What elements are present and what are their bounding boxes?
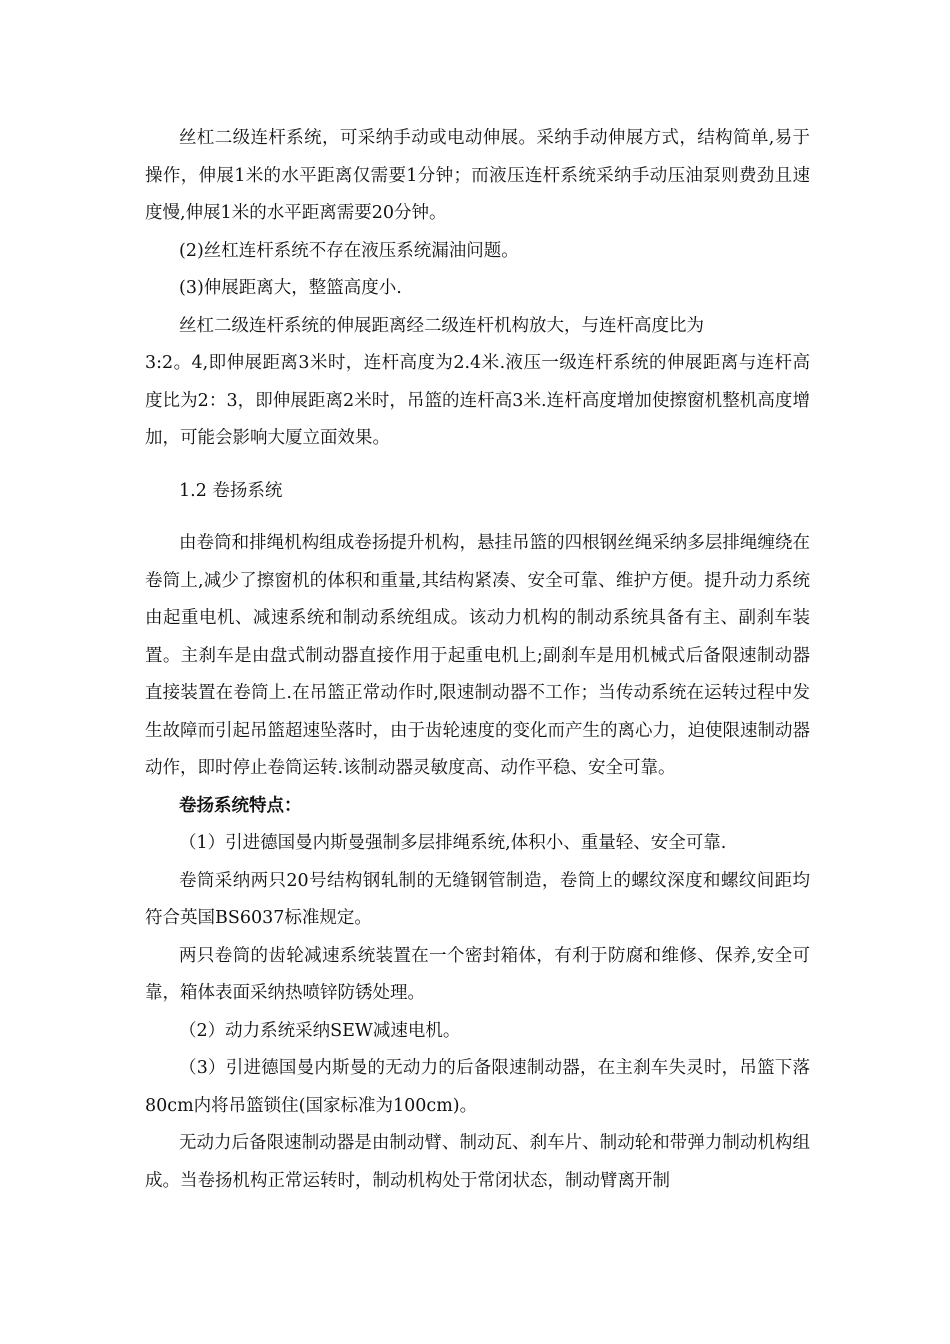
paragraph-backup-brake: 无动力后备限速制动器是由制动臂、制动瓦、刹车片、制动轮和带弹力制动机构组成。当卷扬机构正常运转时，制动机构处于常闭状态，制动臂离开制	[145, 1133, 810, 1191]
feature-item-3: （3）引进德国曼内斯曼的无动力的后备限速制动器，在主刹车失灵时，吊篮下落80cm内将吊篮锁住(国家标准为100cm)。	[145, 1058, 810, 1116]
paragraph-gear-reduction: 两只卷筒的齿轮减速系统装置在一个密封箱体，有利于防腐和维修、保养,安全可靠，箱体表面采纳热喷锌防锈处理。	[145, 945, 810, 1003]
paragraph-ratio-detail: 3:2。4,即伸展距离3米时，连杆高度为2.4米.液压一级连杆系统的伸展距离与连杆高度比为2：3，即伸展距离2米时，吊篮的连杆高3米.连杆高度增加使擦窗机整机高度增加，可能会影响大厦立面效果。	[145, 353, 810, 448]
features-title: 卷扬系统特点：	[179, 795, 302, 816]
paragraph-extension-distance: (3)伸展距离大，整篮高度小.	[179, 278, 402, 298]
section-heading: 1.2 卷扬系统	[179, 480, 283, 501]
paragraph-hoist-mechanism: 由卷筒和排绳机构组成卷扬提升机构，悬挂吊篮的四根钢丝绳采纳多层排绳缠绕在卷筒上,减少了擦窗机的体积和重量,其结构紧凑、安全可靠、维护方便。提升动力系统由起重电机、减速系统和制动系统组成。该动力机构的制动系统具备有主、副刹车装置。主刹车是由盘式制动器直接作用于起重电机上;副刹车是用机械式后备限速制动器直接装置在卷筒上.在吊篮正常动作时,限速制动器不工作；当传动系统在运转过程中发生故障而引起吊篮超速坠落时，由于齿轮速度的变化而产生的离心力，迫使限速制动器动作，即时停止卷筒运转.该制动器灵敏度高、动作平稳、安全可靠。	[145, 533, 810, 778]
paragraph-drum-material: 卷筒采纳两只20号结构钢轧制的无缝钢管制造，卷筒上的螺纹深度和螺纹间距均符合英国BS6037标准规定。	[145, 870, 810, 928]
paragraph-no-oil-leak: (2)丝杠连杆系统不存在液压系统漏油问题。	[179, 240, 519, 261]
paragraph-ratio-intro: 丝杠二级连杆系统的伸展距离经二级连杆机构放大，与连杆高度比为	[179, 315, 704, 336]
document-page	[145, 120, 810, 1200]
paragraph-screw-linkage: 丝杠二级连杆系统，可采纳手动或电动伸展。采纳手动伸展方式，结构简单,易于操作，伸展1米的水平距离仅需要1分钟；而液压连杆系统采纳手动压油泵则费劲且速度慢,伸展1米的水平距离需要20分钟。	[145, 128, 810, 223]
feature-item-2: （2）动力系统采纳SEW减速电机。	[179, 1020, 461, 1041]
feature-item-1: （1）引进德国曼内斯曼强制多层排绳系统,体积小、重量轻、安全可靠.	[179, 833, 727, 853]
